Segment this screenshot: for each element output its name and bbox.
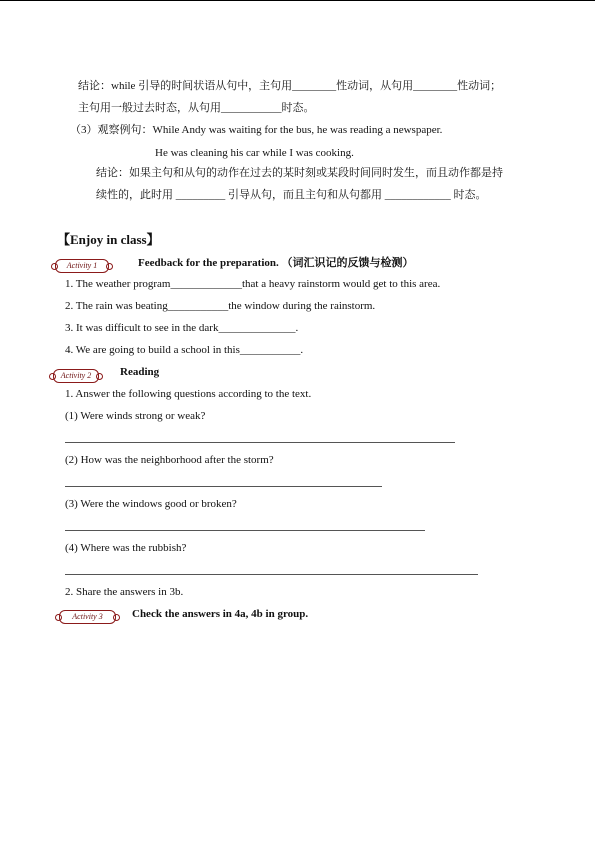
grammar-conclusion-line-1: 结论：while 引导的时间状语从句中，主句用________性动词，从句用________性动词； bbox=[78, 80, 502, 92]
activity-2-badge: Activity 2 bbox=[53, 369, 99, 383]
activity-1-heading bbox=[138, 256, 414, 270]
section-title: 【Enjoy in class】 bbox=[57, 232, 160, 247]
question-3: (3) Were the windows good or broken? bbox=[65, 498, 237, 510]
activity-1-title-cn: （词汇识记的反馈与检测） bbox=[281, 257, 414, 269]
answer-line-1[interactable] bbox=[65, 442, 455, 443]
activity-3-title: Check the answers in 4a, 4b in group. bbox=[132, 608, 309, 620]
activity-1-badge: Activity 1 bbox=[55, 259, 109, 273]
answer-line-4[interactable] bbox=[65, 574, 478, 575]
page-top-border bbox=[0, 0, 595, 1]
grammar-conclusion-2-line-1: 结论：如果主句和从句的动作在过去的某时刻或某段时间同时发生，而且动作都是持 bbox=[96, 167, 503, 179]
activity-2-title: Reading bbox=[120, 366, 160, 378]
activity-2-instruction: 1. Answer the following questions according to the text. bbox=[65, 388, 312, 400]
question-4: (4) Where was the rubbish? bbox=[65, 542, 187, 554]
answer-line-3[interactable] bbox=[65, 530, 425, 531]
activity-1-title: Feedback for the preparation. bbox=[138, 257, 279, 269]
activity-3-badge: Activity 3 bbox=[59, 610, 116, 624]
activity-1-item-2: 2. The rain was beating___________the window during the rainstorm. bbox=[65, 300, 376, 312]
question-2: (2) How was the neighborhood after the storm? bbox=[65, 454, 274, 466]
grammar-observe-example-2: He was cleaning his car while I was cooking. bbox=[155, 147, 354, 159]
activity-1-item-3: 3. It was difficult to see in the dark______________. bbox=[65, 322, 299, 334]
answer-line-2[interactable] bbox=[65, 486, 382, 487]
activity-1-item-1: 1. The weather program_____________that a heavy rainstorm would get to this area. bbox=[65, 278, 441, 290]
grammar-conclusion-line-2: 主句用一般过去时态，从句用___________时态。 bbox=[78, 102, 315, 114]
activity-1-item-4: 4. We are going to build a school in this___________. bbox=[65, 344, 304, 356]
grammar-observe-example-1: （3）观察例句：While Andy was waiting for the bus, he was reading a newspaper. bbox=[70, 124, 443, 136]
question-1: (1) Were winds strong or weak? bbox=[65, 410, 206, 422]
grammar-conclusion-2-line-2: 续性的，此时用 _________ 引导从句，而且主句和从句都用 ____________ 时态。 bbox=[96, 189, 487, 201]
activity-2-share: 2. Share the answers in 3b. bbox=[65, 586, 184, 598]
